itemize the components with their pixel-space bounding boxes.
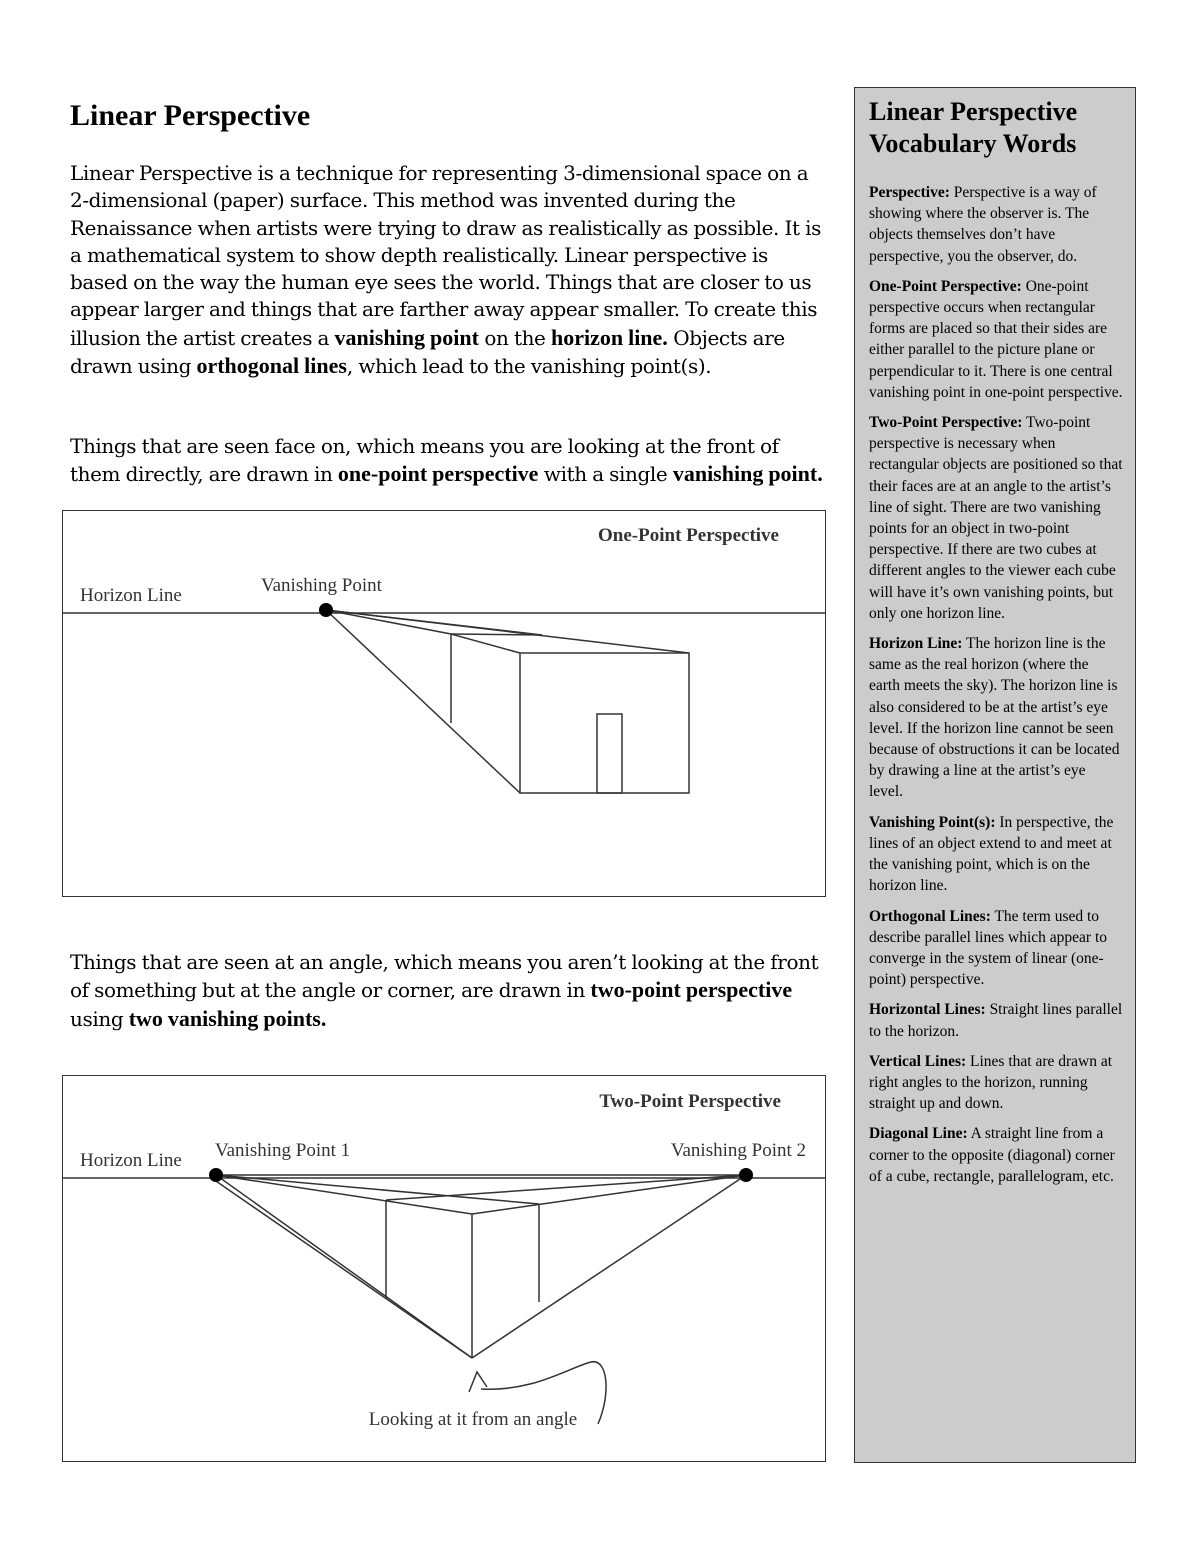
box-front-face: [520, 653, 689, 793]
one-point-vp-label: Vanishing Point: [261, 575, 382, 596]
two-point-svg: [63, 1076, 825, 1461]
vocabulary-sidebar: [854, 87, 1136, 1463]
term-orthogonal-lines: orthogonal lines: [196, 353, 347, 379]
one-point-diagram: [62, 510, 826, 897]
vp1-ray: [213, 1179, 472, 1358]
vp2-label: Vanishing Point 2: [670, 1140, 806, 1161]
vocab-perspective: Perspective: Perspective is a way of showing where the observer is. The objects themselves don’t have perspective, you the observer, do.: [869, 184, 1097, 265]
sidebar-title: Linear Perspective Vocabulary Words: [869, 97, 1078, 158]
two-point-horizon-label: Horizon Line: [80, 1150, 182, 1171]
term-single-vanishing-point: vanishing point.: [672, 461, 823, 487]
vp2-line-bottom: [472, 1175, 746, 1358]
term-two-point-perspective: two-point perspective: [590, 977, 793, 1003]
vocab-one-point-perspective: One-Point Perspective: One-point perspective occurs when rectangular forms are placed so that their sides are either parallel to the picture plane or perpendicular to it. There is one central vanishing point in one-point perspective.: [869, 277, 1123, 401]
vanishing-point-2: [739, 1168, 753, 1182]
vocab-horizontal-lines: Horizontal Lines: Straight lines parallel to the horizon.: [869, 1001, 1123, 1040]
two-point-box: [213, 1175, 746, 1424]
vp1-label: Vanishing Point 1: [215, 1140, 351, 1161]
orthogonal-line-2: [326, 610, 689, 653]
box-door: [597, 714, 622, 793]
one-point-title: One-Point Perspective: [598, 525, 779, 546]
one-point-horizon-label: Horizon Line: [80, 585, 182, 606]
two-point-title: Two-Point Perspective: [599, 1091, 781, 1112]
term-two-vanishing-points: two vanishing points.: [128, 1005, 327, 1031]
term-one-point-perspective: one-point perspective: [337, 461, 539, 487]
vocab-horizon-line: Horizon Line: The horizon line is the same as the real horizon (where the earth meets the sky). The horizon line is also considered to be at the artist’s eye level. If the horizon line cannot be seen because of obstructions it can be located by drawing a line at the artist’s eye level.: [869, 635, 1120, 801]
vocab-diagonal-line: Diagonal Line: A straight line from a corner to the opposite (diagonal) corner of a cube, rectangle, parallelogram, etc.: [869, 1125, 1115, 1185]
page-title: Linear Perspective: [70, 99, 311, 132]
two-point-paragraph: Things that are seen at an angle, which means you aren’t looking at the front of something but at the angle or corner, are drawn in two-point perspective using two vanishing points.: [70, 950, 819, 1031]
two-point-diagram: [62, 1075, 826, 1462]
vocab-vanishing-points: Vanishing Point(s): In perspective, the lines of an object extend to and meet at the vanishing point, which is on the horizon line.: [869, 813, 1114, 895]
intro-paragraph: Linear Perspective is a technique for representing 3-dimensional space on a 2-dimensional (paper) surface. This method was invented during the Renaissance when artists were trying to draw as realistically as possible. It is a mathematical system to show depth realistically. Linear perspective is based on the way the human eye sees the world. Things that are closer to us appear larger and things that are farther away appear smaller. To create this illusion the artist creates a vanishing point on the horizon line. Objects are drawn using orthogonal lines, which lead to the vanishing point(s).: [70, 161, 821, 379]
one-point-vanishing-point: [319, 603, 333, 617]
one-point-svg: [63, 511, 825, 896]
term-horizon-line: horizon line.: [550, 324, 668, 350]
vocab-two-point-perspective: Two-Point Perspective: Two-point perspective is necessary when rectangular objects are positioned so that their faces are at an angle to the artist’s line of sight. There are two vanishing points for an object in two-point perspective. If there are two cubes at different angles to the viewer each cube will have it’s own vanishing points, but only one horizon line.: [869, 414, 1123, 622]
angle-label: Looking at it from an angle: [368, 1409, 578, 1430]
one-point-box: [326, 610, 689, 793]
box-top-side-edge: [451, 634, 520, 653]
one-point-paragraph: Things that are seen face on, which means you are looking at the front of them directly, are drawn in one-point perspective with a single vanishing point.: [70, 434, 823, 487]
vp2-line-top-front: [472, 1175, 746, 1214]
orthogonal-line-4: [326, 610, 520, 793]
vanishing-point-1: [209, 1168, 223, 1182]
vocab-orthogonal-lines: Orthogonal Lines: The term used to describe parallel lines which appear to converge in the system of linear (one-point) perspective.: [869, 907, 1107, 989]
term-vanishing-point: vanishing point: [334, 324, 479, 350]
vocab-vertical-lines: Vertical Lines: Lines that are drawn at right angles to the horizon, running straight up and down.: [869, 1052, 1113, 1113]
